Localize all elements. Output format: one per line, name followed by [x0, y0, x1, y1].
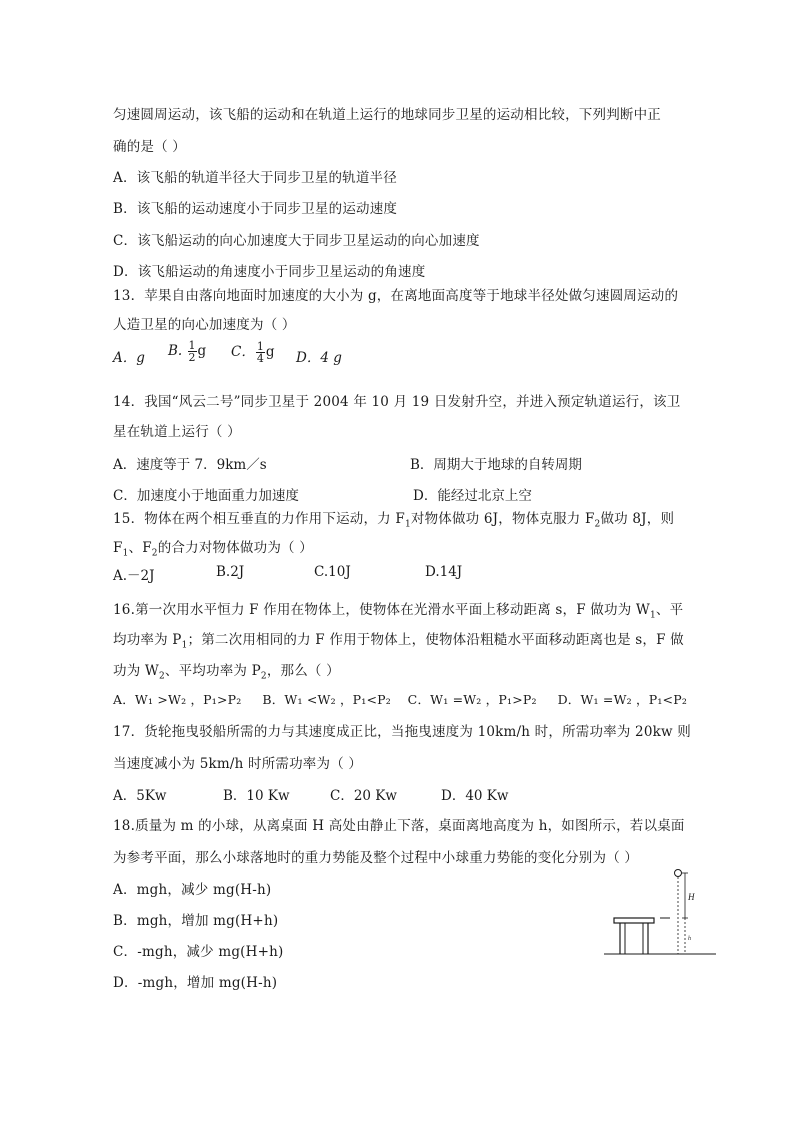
q17-option-b: B．10 Kw — [223, 788, 290, 804]
q13-option-c-label: C． — [231, 344, 255, 360]
q18-option-c: C．-mgh，减少 mg(H+h) — [113, 944, 284, 960]
q18-option-b: B．mgh，增加 mg(H+h) — [113, 913, 279, 929]
q13-stem-line1: 13．苹果自由落向地面时加速度的大小为 g，在离地面高度等于地球半径处做匀速圆周运动的 — [113, 288, 679, 304]
q12-option-c: C．该飞船运动的向心加速度大于同步卫星运动的向心加速度 — [113, 233, 480, 249]
q13-stem-line2: 人造卫星的向心加速度为（ ） — [113, 317, 296, 333]
q12-stem-line1: 匀速圆周运动，该飞船的运动和在轨道上运行的地球同步卫星的运动相比较，下列判断中正 — [113, 107, 661, 123]
q16-stem-line1: 16.第一次用水平恒力 F 作用在物体上，使物体在光滑水平面上移动距离 s，F 做功为 $W_1$、平 — [113, 602, 684, 621]
q18-stem-line2: 为参考平面，那么小球落地时的重力势能及整个过程中小球重力势能的变化分别为（ ） — [113, 850, 639, 866]
q15-stem-line1: 15．物体在两个相互垂直的力作用下运动，力 $F_1$对物体做功 6J，物体克服力 $F_2$做功 8J，则 — [113, 511, 675, 530]
q14-option-d: D．能经过北京上空 — [413, 488, 532, 504]
q16-stem-line2: 均功率为 $P_1$；第二次用相同的力 F 作用于物体上，使物体沿粗糙水平面移动距离也是 s，F 做 — [113, 632, 684, 651]
q14-option-b: B．周期大于地球的自转周期 — [410, 457, 582, 473]
q13-option-b: B. $\frac{1}{2}$ g — [168, 339, 207, 364]
q12-stem-line2: 确的是（ ） — [113, 139, 186, 155]
ball-table-figure — [604, 866, 716, 960]
table-top — [614, 918, 654, 923]
q13-option-b-label: B. — [168, 343, 183, 359]
q13-option-c-fraction: $\frac{1}{4}$ — [256, 340, 264, 365]
q14-stem-line1: 14．我国“风云二号”同步卫星于 2004 年 10 月 19 日发射升空，并进入预定轨道运行，该卫 — [113, 394, 681, 410]
q17-option-d: D．40 Kw — [441, 788, 509, 804]
q14-option-c: C．加速度小于地面重力加速度 — [113, 488, 299, 504]
label-h: h — [688, 936, 691, 942]
q13-option-d: D．4 g — [296, 350, 342, 366]
label-H: H — [688, 892, 695, 902]
q18-option-d: D．-mgh，增加 mg(H-h) — [113, 975, 278, 991]
q16-options: A．W₁ >W₂ ，P₁>P₂ B．W₁ <W₂ ，P₁<P₂ C．W₁ =W₂ ，P₁>P₂ D．W₁ =W₂ ，P₁<P₂ — [113, 692, 688, 707]
q16-stem-line3: 功为 $W_2$、平均功率为 $P_2$，那么（ ） — [113, 663, 340, 682]
q17-stem-line2: 当速度减小为 5km/h 时所需功率为（ ） — [113, 756, 363, 772]
q15-option-c: C.10J — [314, 564, 351, 580]
q15-option-b: B.2J — [216, 564, 245, 580]
q17-stem-line1: 17．货轮拖曳驳船所需的力与其速度成正比，当拖曳速度为 10km/h 时，所需功率为 20kw 则 — [113, 724, 691, 740]
q15-stem-line2: $F_1$、$F_2$的合力对物体做功为（ ） — [113, 540, 313, 559]
q17-option-a: A．5Kw — [113, 788, 167, 804]
q18-stem-line1: 18.质量为 m 的小球，从离桌面 H 高处由静止下落，桌面离地高度为 h，如图所示，若以桌面 — [113, 818, 685, 834]
q13-option-b-fraction: $\frac{1}{2}$ — [188, 339, 196, 364]
q14-option-a: A．速度等于 7．9km／s — [113, 457, 267, 473]
q15-option-d: D.14J — [425, 564, 463, 580]
q12-option-b: B．该飞船的运动速度小于同步卫星的运动速度 — [113, 201, 398, 217]
q18-option-a: A．mgh，减少 mg(H-h) — [113, 882, 272, 898]
q13-option-a: A．g — [113, 350, 145, 366]
ball — [675, 870, 682, 877]
q13-option-c: C． $\frac{1}{4}$ g — [231, 340, 275, 365]
q12-option-d: D．该飞船运动的角速度小于同步卫星运动的角速度 — [113, 264, 426, 280]
q12-option-a: A．该飞船的轨道半径大于同步卫星的轨道半径 — [113, 170, 397, 186]
q15-option-a: A.－2J — [113, 568, 155, 584]
q14-stem-line2: 星在轨道上运行（ ） — [113, 424, 241, 440]
q17-option-c: C．20 Kw — [330, 788, 397, 804]
